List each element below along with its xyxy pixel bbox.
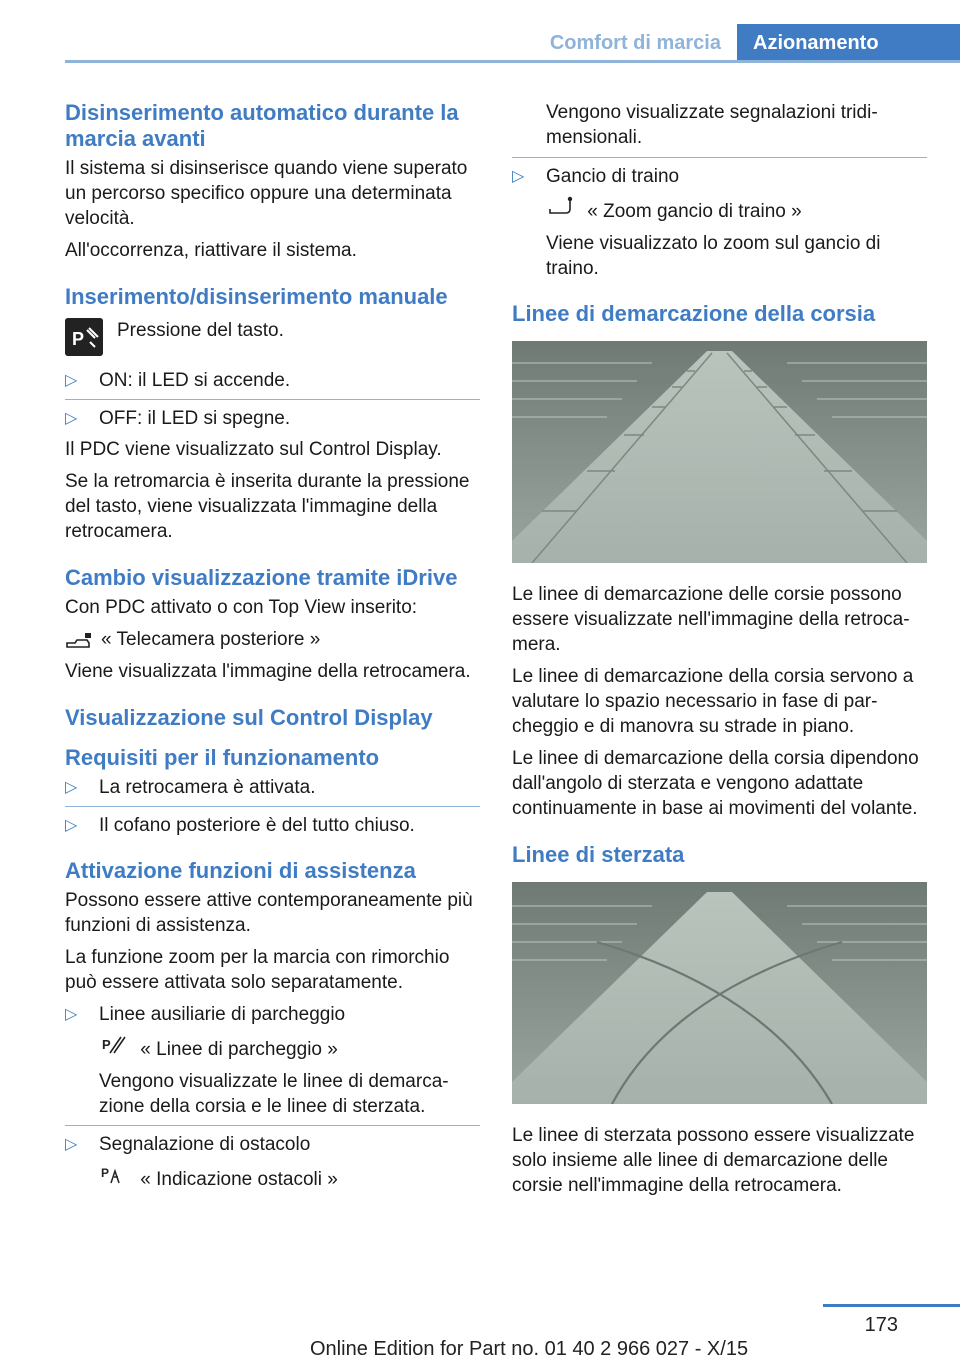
heading-lane-lines: Linee di demarcazione della corsia: [512, 301, 876, 326]
list-item-hitch: [512, 164, 927, 281]
para-steer: Le linee di sterzata possono essere visualizzate solo insieme alle linee di demarcazione delle corsie nell'immagine della retrocamera.: [512, 1125, 915, 1196]
list-item-on: [65, 368, 480, 400]
svg-text:P: P: [72, 329, 85, 349]
bullet-icon: ▷: [65, 817, 78, 834]
parking-lines-icon: [99, 1033, 129, 1055]
para-switch: Con PDC attivato o con Top View inserito:: [65, 597, 418, 618]
parking-lines-command: [99, 1033, 480, 1062]
para-lane-1: Le linee di demarcazione delle corsie possono essere visualizzate nell'immagine della retrocamera.: [512, 584, 910, 655]
list-item-req-2: [65, 813, 480, 838]
edition-note: Online Edition for Part no. 01 40 2 966 027 - X/15: [310, 1338, 749, 1360]
para-auto-off-2: All'occorrenza, riattivare il sistema.: [65, 240, 357, 261]
list-item-off: [65, 406, 480, 431]
hitch-text: Gancio di traino: [546, 166, 680, 187]
heading-switch: Cambio visualizzazione tramite iDrive: [65, 565, 458, 590]
on-text: ON: il LED si accende.: [99, 370, 291, 391]
hitch-command: [546, 195, 927, 224]
obstacle-desc: Vengono visualizzate segnalazioni tridimensionali.: [546, 102, 878, 148]
on-off-list: [65, 368, 480, 431]
list-item-req-1: [65, 775, 480, 807]
obstacle-icon: [99, 1163, 129, 1185]
lane-lines-image: [512, 341, 927, 563]
header-section-title: Comfort di marcia: [549, 32, 721, 54]
rear-camera-icon: [65, 629, 95, 651]
list-item-obstacle: [65, 1132, 480, 1192]
header-chapter-tab: Azionamento: [737, 24, 960, 63]
bullet-icon: ▷: [65, 410, 78, 427]
bullet-icon: ▷: [65, 1006, 78, 1023]
heading-assist: Attivazione funzioni di assistenza: [65, 858, 416, 883]
para-lane-2: Le linee di demarcazione della corsia servono a valutare lo spazio necessario in fase di parcheggio e di manovra su strade in piano.: [512, 666, 914, 737]
button-row: [65, 318, 480, 356]
rear-camera-text: « Telecamera posteriore »: [101, 629, 321, 650]
rear-camera-line: [65, 627, 480, 652]
requirements-list: [65, 775, 480, 838]
list-item-parking-lines: [65, 1002, 480, 1126]
obstacle-command: [99, 1163, 480, 1192]
press-button-text: Pressione del tasto.: [117, 320, 284, 341]
para-assist-1: Possono essere attive contemporaneamente più funzioni di assistenza.: [65, 890, 473, 936]
hitch-cmd-text: « Zoom gancio di traino »: [587, 201, 802, 222]
tow-hitch-icon: [546, 195, 576, 217]
steering-lines-image: [512, 882, 927, 1104]
heading-steering-lines: Linee di sterzata: [512, 842, 685, 867]
bullet-icon: ▷: [65, 1136, 78, 1153]
para-pdc: Il PDC viene visualizzato sul Control Display.: [65, 439, 442, 460]
para-lane-3: Le linee di demarcazione della corsia dipendono dall'angolo di sterzata e vengono adattate continuamente in base ai movimenti del volante.: [512, 748, 919, 819]
heading-manual: Inserimento/disinserimento manuale: [65, 284, 448, 309]
bullet-icon: ▷: [512, 168, 525, 185]
right-column: [512, 100, 927, 1205]
bullet-icon: ▷: [65, 372, 78, 389]
svg-text:P: P: [102, 1037, 111, 1052]
para-auto-off-1: Il sistema si disinserisce quando viene superato un percorso specifico oppure una determinata velocità.: [65, 158, 468, 229]
header-rule: [65, 60, 960, 63]
assist-list: [65, 1002, 480, 1192]
bullet-icon: ▷: [65, 779, 78, 796]
page-number: 173: [864, 1314, 898, 1336]
obstacle-text: Segnalazione di ostacolo: [99, 1134, 311, 1155]
page-number-rule: [823, 1304, 960, 1307]
left-column: [65, 100, 480, 1199]
svg-text:P: P: [101, 1166, 110, 1180]
req-1-text: La retrocamera è attivata.: [99, 777, 316, 798]
hitch-list: [512, 164, 927, 281]
parking-lines-cmd-text: « Linee di parcheggio »: [140, 1039, 338, 1060]
para-rear-camera: Viene visualizzata l'immagine della retrocamera.: [65, 661, 471, 682]
heading-requirements: Requisiti per il funzionamento: [65, 745, 380, 770]
hitch-desc: Viene visualizzato lo zoom sul gancio di traino.: [546, 233, 881, 279]
req-2-text: Il cofano posteriore è del tutto chiuso.: [99, 815, 415, 836]
obstacle-cmd-text: « Indicazione ostacoli »: [140, 1169, 338, 1190]
off-text: OFF: il LED si spegne.: [99, 408, 291, 429]
parking-lines-desc: Vengono visualizzate le linee di demarcazione della corsia e le linee di sterzata.: [99, 1071, 449, 1117]
heading-auto-off: Disinserimento automatico durante la marcia avanti: [65, 100, 459, 151]
para-reverse: Se la retromarcia è inserita durante la pressione del tasto, viene visualizzata l'immagine della retrocamera.: [65, 471, 470, 542]
para-assist-2: La funzione zoom per la marcia con rimorchio può essere attivata solo separatamente.: [65, 947, 450, 993]
heading-display: Visualizzazione sul Control Display: [65, 705, 433, 730]
pdc-button-icon: [65, 318, 103, 356]
parking-lines-text: Linee ausiliarie di parcheggio: [99, 1004, 346, 1025]
